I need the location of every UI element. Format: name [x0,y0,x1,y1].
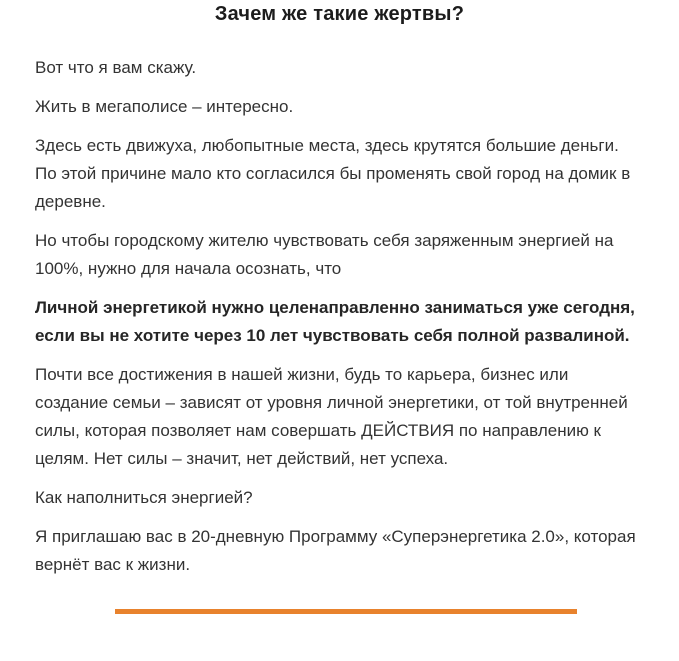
divider-line [115,609,577,614]
paragraph-emphasis: Личной энергетикой нужно целенаправленно заниматься уже сегодня, если вы не хотите через 10 лет чувствовать себя полной развалиной. [35,298,635,345]
paragraph: Но чтобы городскому жителю чувствовать себя заряженным энергией на 100%, нужно для начала осознать, что [35,231,614,278]
paragraph: Жить в мегаполисе – интересно. [35,97,294,116]
paragraph: Я приглашаю вас в 20-дневную Программу «Суперэнергетика 2.0», которая вернёт вас к жизни. [35,527,636,574]
paragraph: Здесь есть движуха, любопытные места, здесь крутятся большие деньги. По этой причине мало кто согласился бы променять свой город на домик в деревне. [35,136,631,211]
paragraph: Вот что я вам скажу. [35,58,197,77]
paragraph: Как наполниться энергией? [35,488,253,507]
paragraph: Почти все достижения в нашей жизни, будь то карьера, бизнес или создание семьи – зависят от уровня личной энергетики, от той внутренней силы, которая позволяет нам совершать ДЕЙСТВИЯ по направлению к целям. Нет силы – значит, нет действий, нет успеха. [35,365,628,468]
page-title: Зачем же такие жертвы? [214,3,465,25]
